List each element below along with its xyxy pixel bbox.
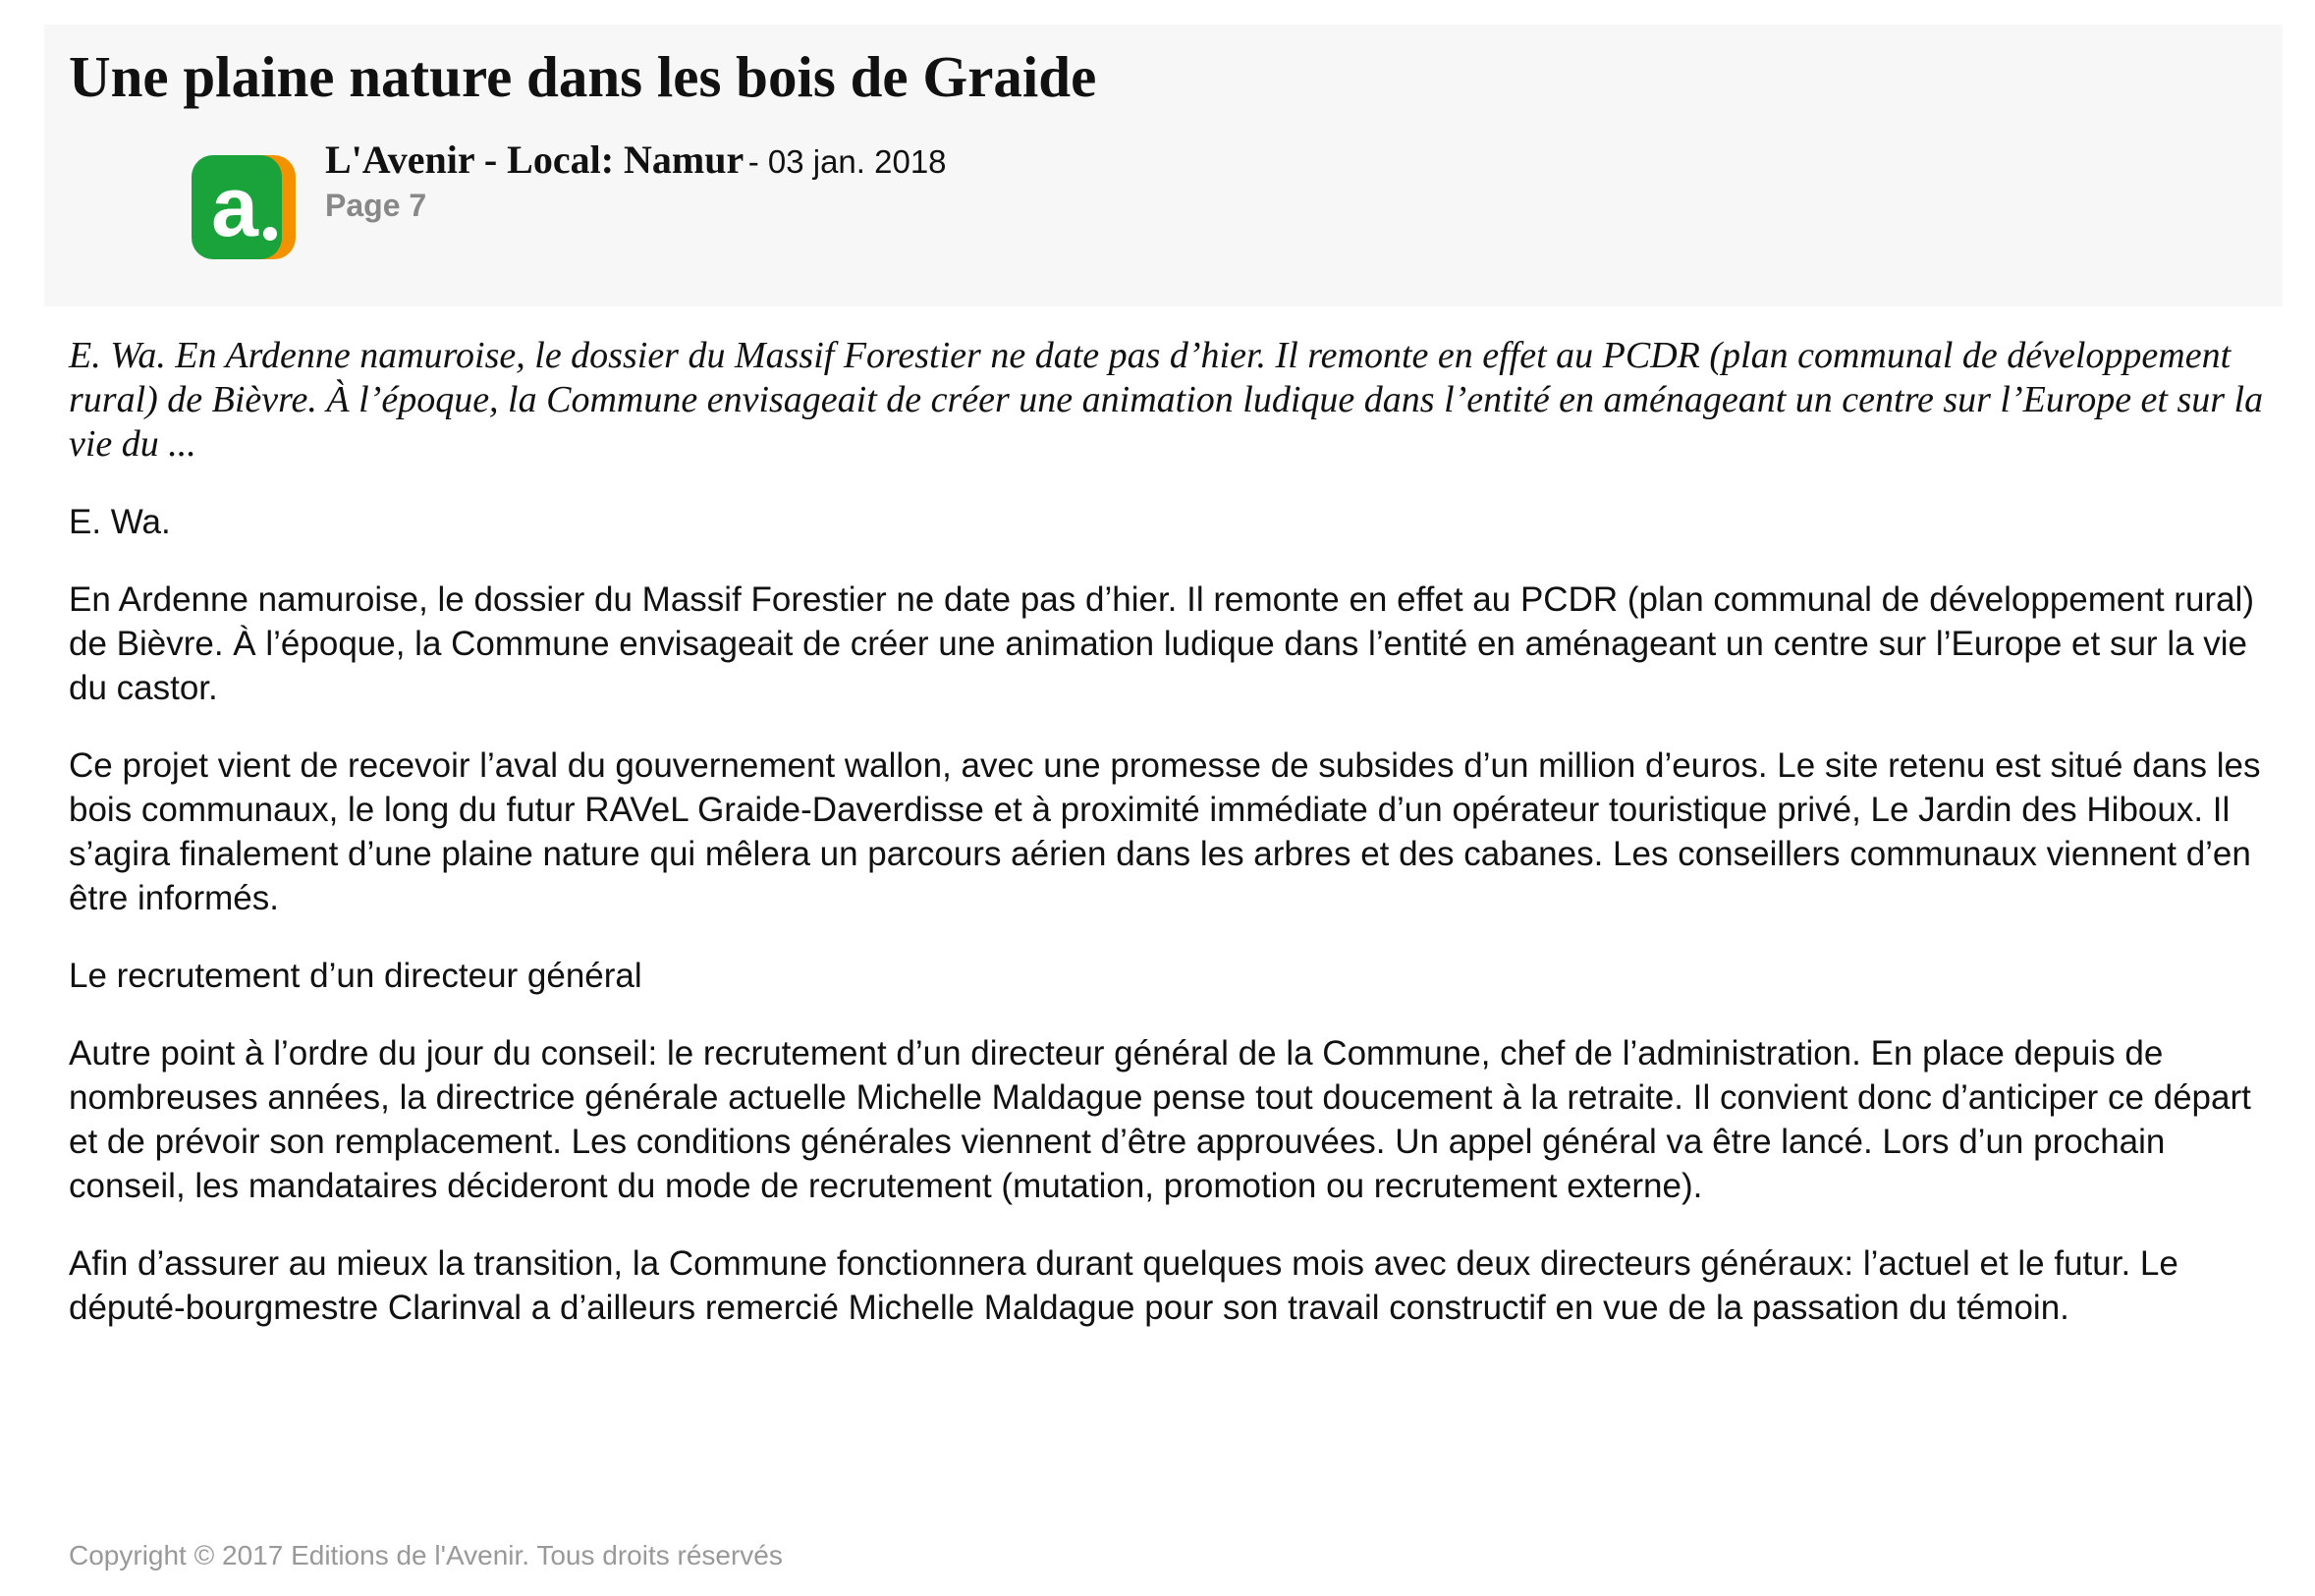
paragraph-byline: E. Wa. [69, 503, 171, 541]
article-header [44, 25, 2283, 306]
article-title: Une plaine nature dans les bois de Graide [69, 44, 1097, 109]
source-line [325, 137, 947, 184]
paragraph: Afin d’assurer au mieux la transition, la Commune fonctionnera durant quelques mois avec deux directeurs généraux: l’actuel et le futur. Le député-bourgmestre Clarinval a d’ailleurs remercié Michelle Maldague pour son travail constructif en vue de la passation du témoin. [69, 1244, 2178, 1327]
svg-text:a: a [211, 160, 258, 254]
publication-date: - 03 jan. 2018 [747, 143, 947, 180]
section-subheading: Le recrutement d’un directeur général [69, 957, 642, 995]
paragraph: Autre point à l’ordre du jour du conseil: le recrutement d’un directeur général de la Commune, chef de l’administration. En place depuis de nombreuses années, la directrice générale actuelle Michelle Maldague pense tout doucement à la retraite. Il convient donc d’anticiper ce départ et de prévoir son remplacement. Les conditions générales viennent d’être approuvées. Un appel général va être lancé. Lors d’un prochain conseil, les mandataires décideront du mode de recrutement (mutation, promotion ou recrutement externe). [69, 1034, 2251, 1205]
copyright-notice: Copyright © 2017 Editions de l'Avenir. Tous droits réservés [69, 1540, 783, 1570]
logo-graphic [192, 155, 296, 259]
source-name: L'Avenir - Local: Namur [325, 138, 744, 182]
article-lead: E. Wa. En Ardenne namuroise, le dossier du Massif Forestier ne date pas d’hier. Il remonte en effet au PCDR (plan communal de développement rural) de Bièvre. À l’époque, la Commune envisageait de créer une animation ludique dans l’entité en aménageant un centre sur l’Europe et sur la vie du ... [69, 335, 2264, 465]
paragraph: En Ardenne namuroise, le dossier du Massif Forestier ne date pas d’hier. Il remonte en effet au PCDR (plan communal de développement rural) de Bièvre. À l’époque, la Commune envisageait de créer une animation ludique dans l’entité en aménageant un centre sur l’Europe et sur la vie du castor. [69, 580, 2254, 707]
lavenir-logo-icon [192, 155, 296, 259]
page-number: Page 7 [325, 188, 427, 223]
article-body [69, 334, 2288, 1363]
paragraph: Ce projet vient de recevoir l’aval du gouvernement wallon, avec une promesse de subsides d’un million d’euros. Le site retenu est situé dans les bois communaux, le long du futur RAVeL Graide-Daverdisse et à proximité immédiate d’un opérateur touristique privé, Le Jardin des Hiboux. Il s’agira finalement d’une plaine nature qui mêlera un parcours aérien dans les arbres et des cabanes. Les conseillers communaux viennent d’en être informés. [69, 746, 2261, 917]
